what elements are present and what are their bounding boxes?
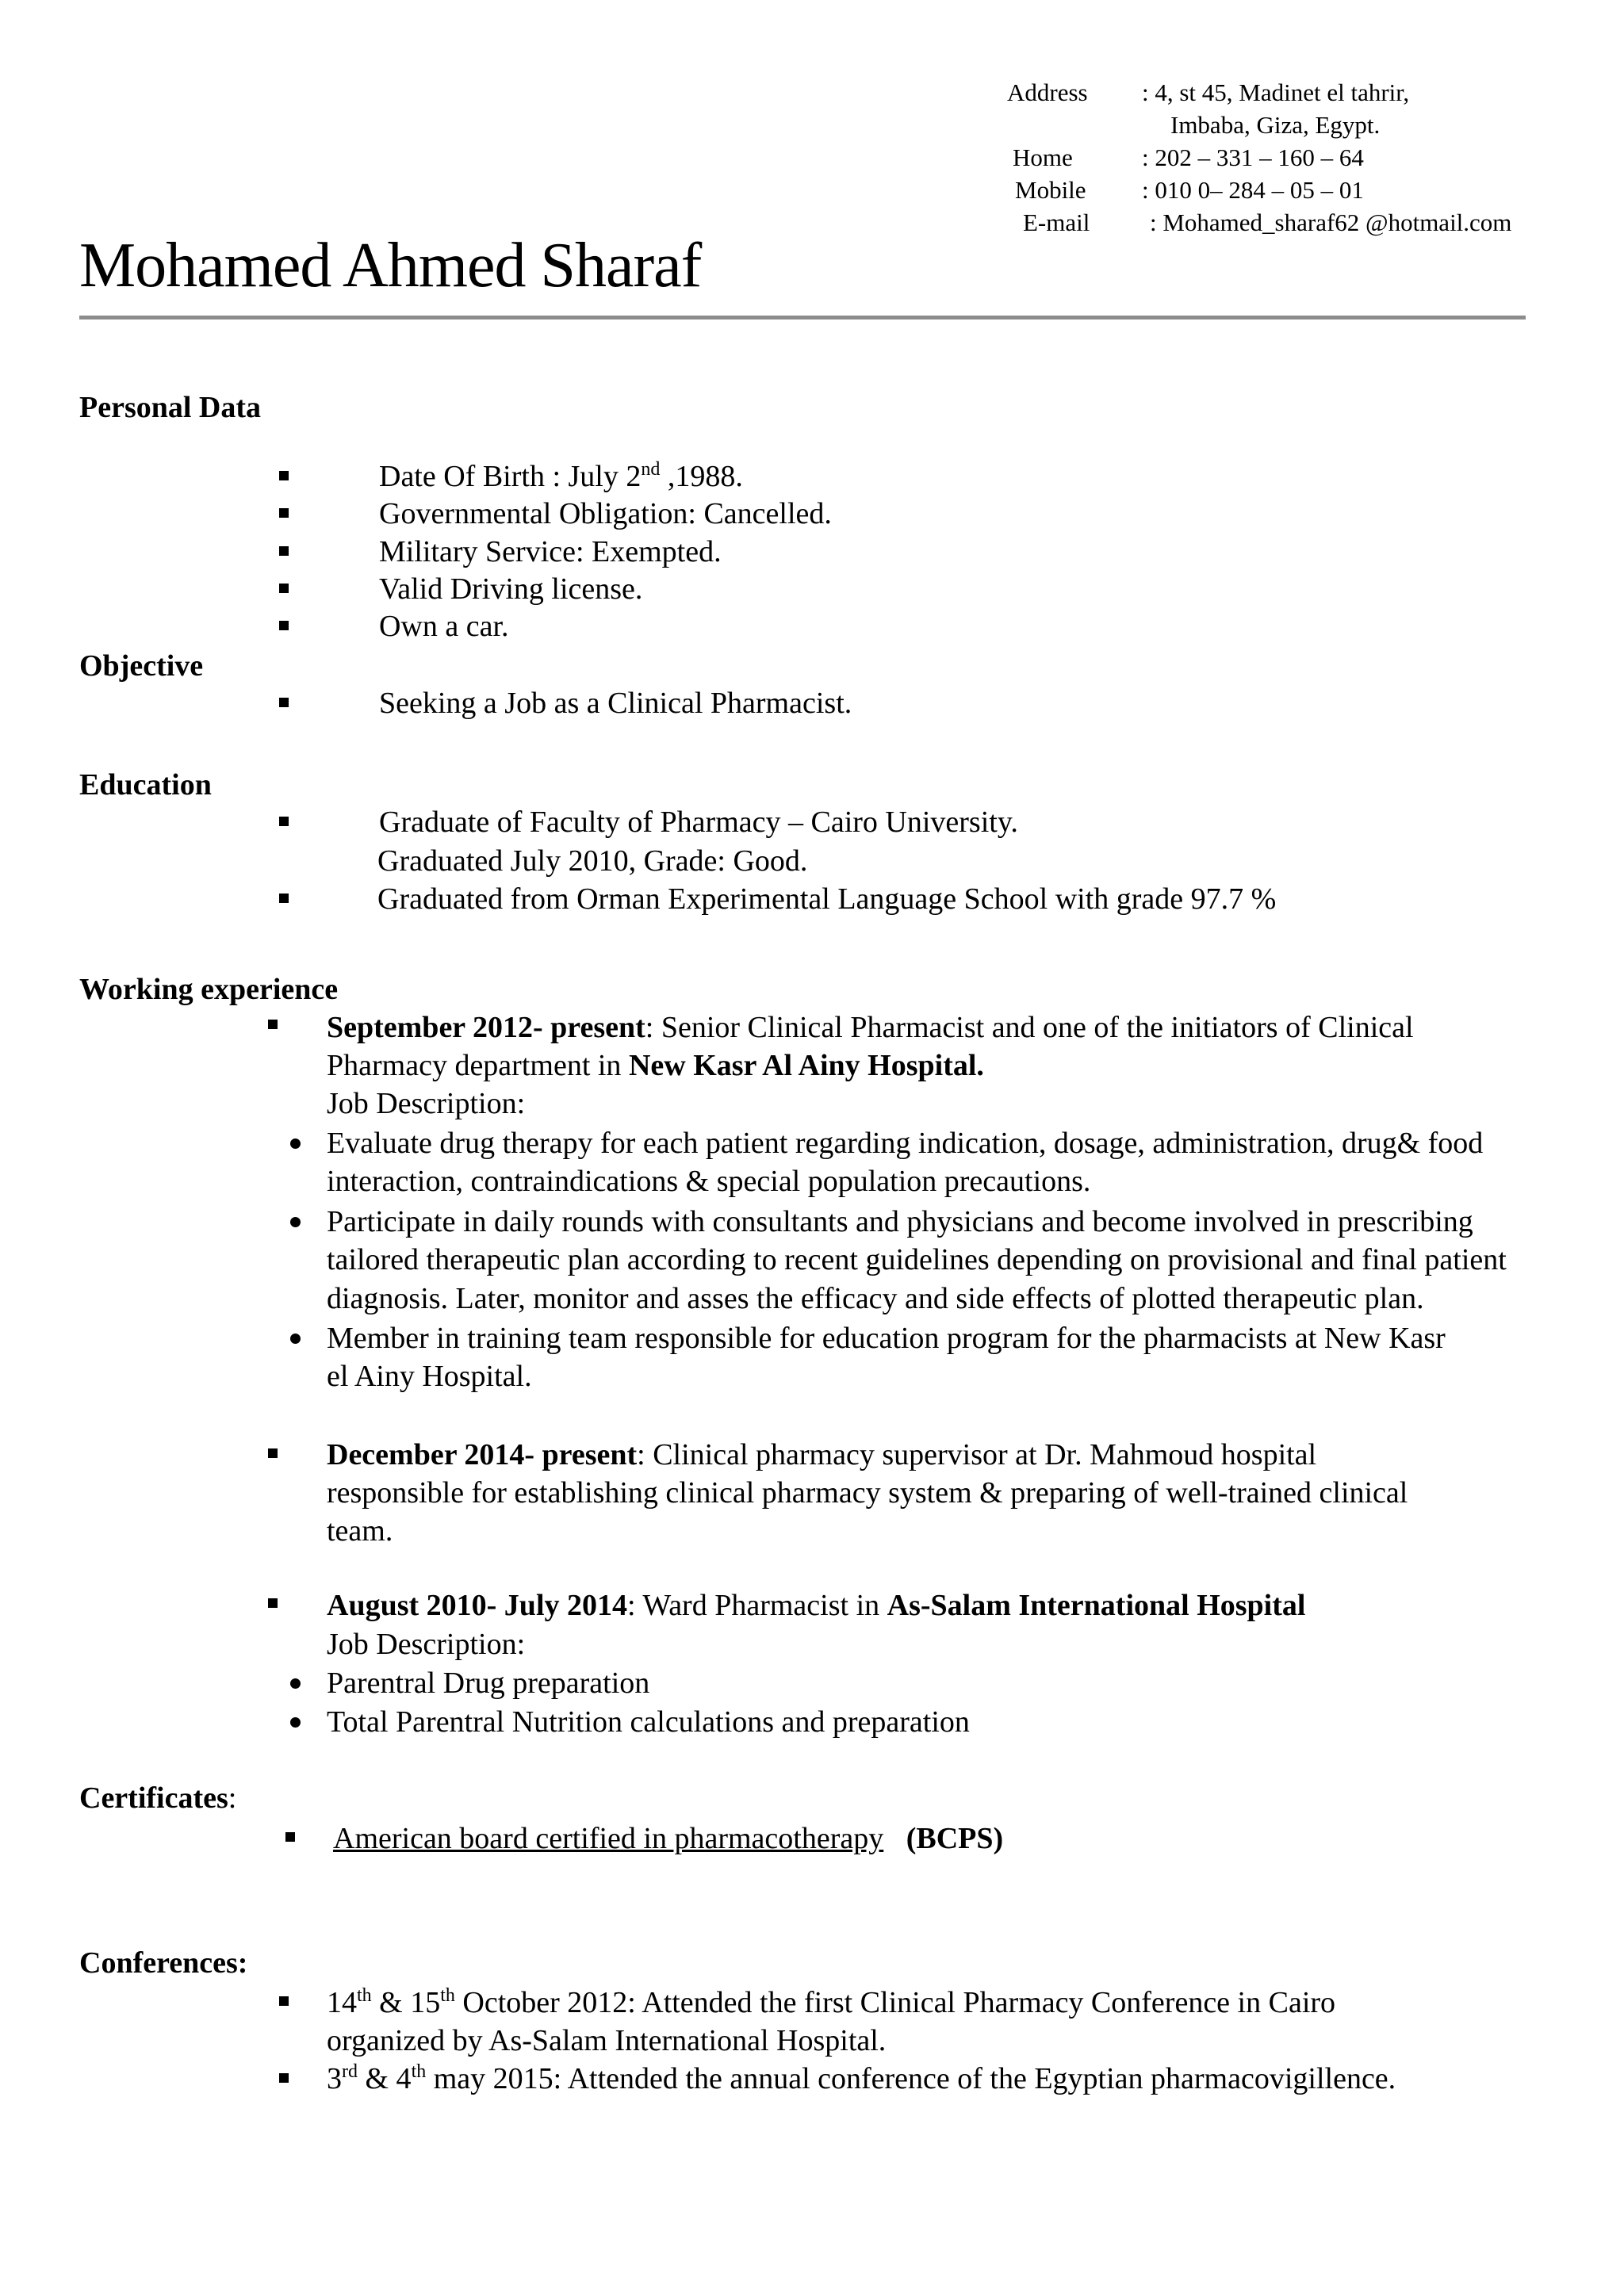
header-divider xyxy=(79,316,1526,320)
bullet-dot-icon xyxy=(290,1678,301,1689)
personal-item: Own a car. xyxy=(379,610,509,643)
address-line1: : 4, st 45, Madinet el tahrir, xyxy=(1142,78,1410,106)
conferences-heading: Conferences: xyxy=(79,1946,248,1980)
job3-jd-label: Job Description: xyxy=(327,1628,526,1661)
job1-bullet-line: interaction, contraindications & special population precautions. xyxy=(327,1165,1091,1198)
job1-bullet-line: Member in training team responsible for education program for the pharmacists at New Kasr xyxy=(327,1322,1446,1355)
bullet-dot-icon xyxy=(290,1138,301,1149)
certificate-item: American board certified in pharmacotherapy (BCPS) xyxy=(333,1822,1004,1855)
email-value: : Mohamed_sharaf62 @hotmail.com xyxy=(1150,209,1512,236)
bullet-square-icon xyxy=(279,817,289,826)
personal-data-heading: Personal Data xyxy=(79,391,262,424)
job1-bullet-line: tailored therapeutic plan according to recent guidelines depending on provisional and final patient xyxy=(327,1243,1507,1276)
bullet-square-icon xyxy=(279,2073,289,2083)
dob-item: Date Of Birth : July 2nd ,1988. xyxy=(379,459,743,493)
job1-bullet-line: Participate in daily rounds with consultants and physicians and become involved in prescribing xyxy=(327,1205,1473,1238)
bullet-square-icon xyxy=(279,894,289,903)
mobile-label: Mobile xyxy=(1015,176,1086,204)
conference-item: 14th & 15th October 2012: Attended the first Clinical Pharmacy Conference in Cairo xyxy=(327,1985,1336,2019)
bullet-square-icon xyxy=(279,1996,289,2006)
job1-title-line: September 2012- present: Senior Clinical Pharmacist and one of the initiators of Clinical xyxy=(327,1011,1414,1044)
email-label: E-mail xyxy=(1023,209,1090,236)
bullet-square-icon xyxy=(279,508,289,518)
bullet-square-icon xyxy=(279,584,289,593)
bullet-square-icon xyxy=(279,698,289,707)
job1-title-line2: Pharmacy department in New Kasr Al Ainy Hospital. xyxy=(327,1049,984,1082)
job2-line: team. xyxy=(327,1514,393,1548)
bullet-dot-icon xyxy=(290,1217,301,1227)
home-value: : 202 – 331 – 160 – 64 xyxy=(1142,144,1364,171)
job1-bullet-line: Evaluate drug therapy for each patient regarding indication, dosage, administration, drug& food xyxy=(327,1127,1484,1160)
bullet-square-icon xyxy=(279,621,289,630)
job3-title-line: August 2010- July 2014: Ward Pharmacist in As-Salam International Hospital xyxy=(327,1589,1306,1622)
home-label: Home xyxy=(1013,144,1073,171)
bullet-square-icon xyxy=(268,1448,278,1458)
objective-text: Seeking a Job as a Clinical Pharmacist. xyxy=(379,687,852,720)
bullet-square-icon xyxy=(268,1598,278,1608)
education-item: Graduate of Faculty of Pharmacy – Cairo University. xyxy=(379,806,1018,839)
bullet-square-icon xyxy=(268,1020,278,1029)
job1-jd-label: Job Description: xyxy=(327,1087,526,1120)
address-label: Address xyxy=(1007,78,1088,106)
education-item-cont: Graduated July 2010, Grade: Good. xyxy=(377,844,808,878)
bullet-square-icon xyxy=(279,546,289,556)
applicant-name: Mohamed Ahmed Sharaf xyxy=(79,231,702,300)
bullet-square-icon xyxy=(279,471,289,480)
job1-bullet-line: el Ainy Hospital. xyxy=(327,1360,532,1393)
conference-item-cont: organized by As-Salam International Hospital. xyxy=(327,2024,887,2057)
job3-bullet: Parentral Drug preparation xyxy=(327,1667,650,1700)
job2-line: responsible for establishing clinical pharmacy system & preparing of well-trained clinical xyxy=(327,1476,1408,1510)
education-item: Graduated from Orman Experimental Language School with grade 97.7 % xyxy=(377,882,1277,916)
personal-item: Valid Driving license. xyxy=(379,572,643,606)
education-heading: Education xyxy=(79,768,212,802)
personal-item: Governmental Obligation: Cancelled. xyxy=(379,497,832,530)
address-line2: Imbaba, Giza, Egypt. xyxy=(1170,111,1381,139)
conference-item: 3rd & 4th may 2015: Attended the annual conference of the Egyptian pharmacovigillence. xyxy=(327,2061,1396,2095)
personal-item: Military Service: Exempted. xyxy=(379,535,722,568)
job2-title-line: December 2014- present: Clinical pharmacy supervisor at Dr. Mahmoud hospital xyxy=(327,1438,1317,1471)
bullet-dot-icon xyxy=(290,1334,301,1344)
job3-bullet: Total Parentral Nutrition calculations and preparation xyxy=(327,1705,970,1739)
mobile-value: : 010 0– 284 – 05 – 01 xyxy=(1142,176,1364,204)
certificates-heading: Certificates: xyxy=(79,1781,237,1815)
bullet-dot-icon xyxy=(290,1717,301,1728)
objective-heading: Objective xyxy=(79,649,204,683)
experience-heading: Working experience xyxy=(79,973,339,1006)
job1-bullet-line: diagnosis. Later, monitor and asses the efficacy and side effects of plotted therapeutic plan. xyxy=(327,1282,1424,1315)
bullet-square-icon xyxy=(285,1832,295,1842)
